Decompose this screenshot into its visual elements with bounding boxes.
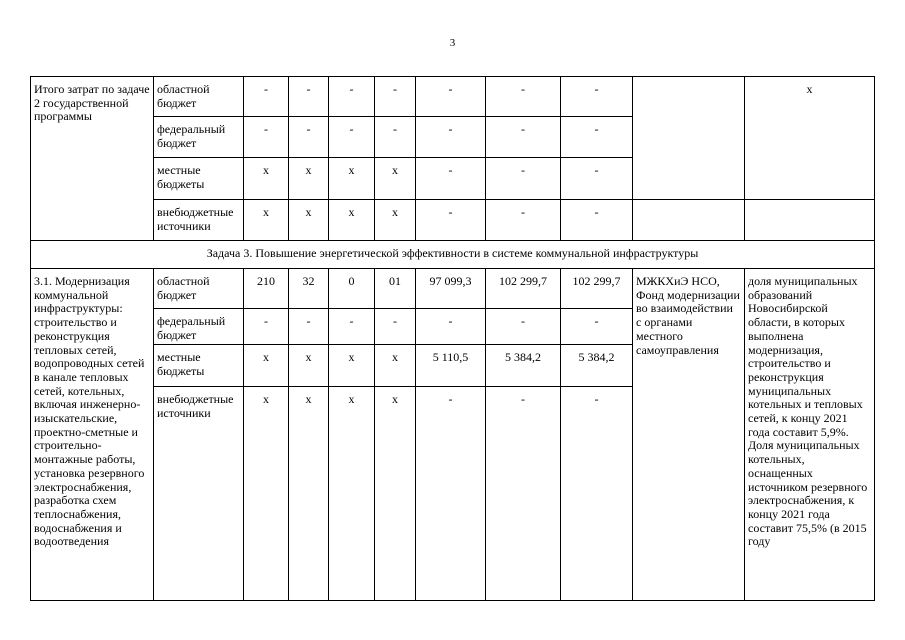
funding-source: местные бюджеты (154, 158, 244, 200)
value-cell: x (329, 158, 375, 200)
funding-source: областной бюджет (154, 77, 244, 117)
value-cell: - (486, 200, 561, 241)
value-cell: x (244, 345, 289, 387)
value-cell: - (486, 158, 561, 200)
value-cell: x (289, 158, 329, 200)
item-row-regional (31, 269, 875, 309)
result-cell-empty (745, 200, 875, 241)
value-cell: - (561, 77, 633, 117)
value-cell: x (375, 158, 416, 200)
value-cell: - (244, 77, 289, 117)
value-cell: - (416, 309, 486, 345)
value-cell: x (289, 345, 329, 387)
total-label: Итого затрат по задаче 2 государственной программы (31, 77, 154, 241)
funding-source: федеральный бюджет (154, 117, 244, 158)
funding-source: федеральный бюджет (154, 309, 244, 345)
value-cell: - (289, 117, 329, 158)
executor-cell: МЖКХиЭ НСО, Фонд модернизации во взаимодействии с органами местного самоуправления (633, 269, 745, 601)
result-cell: x (745, 77, 875, 200)
total-row-regional (31, 77, 875, 117)
value-cell: x (329, 200, 375, 241)
value-cell: - (416, 387, 486, 601)
value-cell: 32 (289, 269, 329, 309)
value-cell: 102 299,7 (486, 269, 561, 309)
task-title: Задача 3. Повышение энергетической эффективности в системе коммунальной инфраструктуры (31, 241, 875, 269)
value-cell: - (375, 77, 416, 117)
value-cell: - (486, 77, 561, 117)
executor-cell-empty (633, 200, 745, 241)
value-cell: x (329, 345, 375, 387)
value-cell: - (329, 117, 375, 158)
value-cell: x (244, 387, 289, 601)
value-cell: 210 (244, 269, 289, 309)
program-table (30, 76, 875, 601)
value-cell: 5 110,5 (416, 345, 486, 387)
value-cell: x (289, 387, 329, 601)
value-cell: - (486, 117, 561, 158)
value-cell: - (244, 309, 289, 345)
value-cell: - (329, 309, 375, 345)
value-cell: - (561, 200, 633, 241)
value-cell: - (244, 117, 289, 158)
value-cell: - (289, 309, 329, 345)
value-cell: x (244, 158, 289, 200)
executor-cell (633, 77, 745, 200)
value-cell: 5 384,2 (486, 345, 561, 387)
funding-source: областной бюджет (154, 269, 244, 309)
value-cell: x (329, 387, 375, 601)
value-cell: - (561, 158, 633, 200)
value-cell: - (416, 200, 486, 241)
value-cell: 01 (375, 269, 416, 309)
value-cell: - (486, 309, 561, 345)
value-cell: - (375, 309, 416, 345)
funding-source: внебюджетные источники (154, 387, 244, 601)
funding-source: местные бюджеты (154, 345, 244, 387)
value-cell: - (289, 77, 329, 117)
value-cell: x (375, 387, 416, 601)
total-row-offbudget (31, 200, 875, 241)
value-cell: - (416, 77, 486, 117)
result-cell: доля муниципальных образований Новосибирской области, в которых выполнена модернизация, строительство и реконструкция муниципальных котельных и тепловых сетей, к концу 2021 года составит 5,9%. Доля муниципальных котельных, оснащенных источником резервного электроснабжения, к концу 2021 года составит 75,5% (в 2015 году (745, 269, 875, 601)
value-cell: 97 099,3 (416, 269, 486, 309)
value-cell: - (375, 117, 416, 158)
funding-source: внебюджетные источники (154, 200, 244, 241)
value-cell: - (329, 77, 375, 117)
value-cell: - (486, 387, 561, 601)
value-cell: x (289, 200, 329, 241)
value-cell: 0 (329, 269, 375, 309)
value-cell: - (416, 117, 486, 158)
value-cell: - (416, 158, 486, 200)
task-header-row (31, 241, 875, 269)
value-cell: x (375, 200, 416, 241)
item-label: 3.1. Модернизация коммунальной инфраструктуры: строительство и реконструкция тепловых сетей, водопроводных сетей в канале тепловых сетей, котельных, включая инженерно-изыскательские, проектно-сметные и строительно-монтажные работы, установка резервного электроснабжения, разработка схем теплоснабжения, водоснабжения и водоотведения (31, 269, 154, 601)
value-cell: 102 299,7 (561, 269, 633, 309)
page-number: 3 (449, 37, 456, 49)
value-cell: - (561, 387, 633, 601)
value-cell: - (561, 117, 633, 158)
value-cell: - (561, 309, 633, 345)
value-cell: 5 384,2 (561, 345, 633, 387)
value-cell: x (244, 200, 289, 241)
value-cell: x (375, 345, 416, 387)
